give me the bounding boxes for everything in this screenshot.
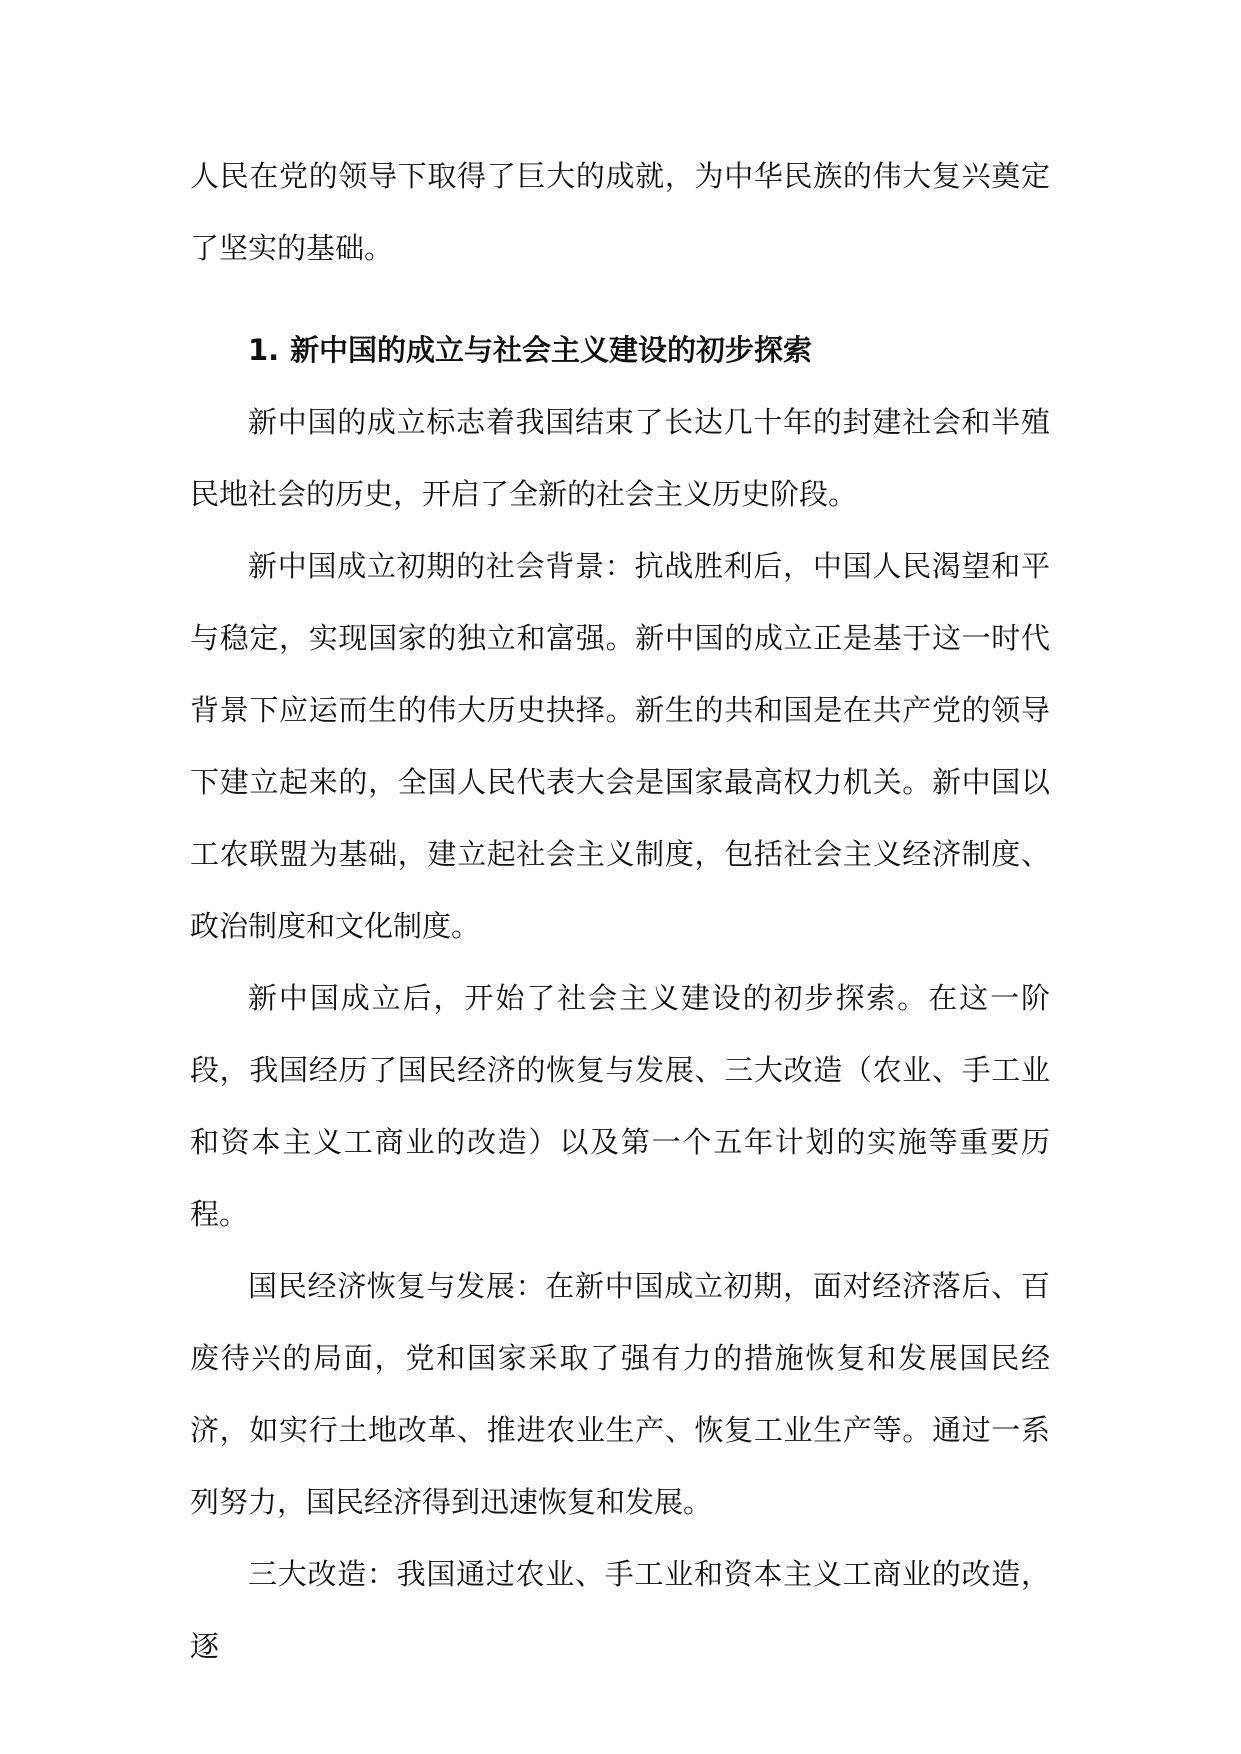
section-title: 新中国的成立与社会主义建设的初步探索 [290, 333, 813, 367]
document-body [190, 140, 1050, 1682]
paragraph-three-transformations: 三大改造：我国通过农业、手工业和资本主义工商业的改造，逐 [190, 1557, 1050, 1663]
paragraph-economic-recovery: 国民经济恢复与发展：在新中国成立初期，面对经济落后、百废待兴的局面，党和国家采取了强有力的措施恢复和发展国民经济，如实行土地改革、推进农业生产、恢复工业生产等。通过一系列努力，国民经济得到迅速恢复和发展。 [190, 1269, 1050, 1519]
section-heading [190, 314, 1050, 386]
paragraph-social-background: 新中国成立初期的社会背景：抗战胜利后，中国人民渴望和平与稳定，实现国家的独立和富强。新中国的成立正是基于这一时代背景下应运而生的伟大历史抉择。新生的共和国是在共产党的领导下建立起来的，全国人民代表大会是国家最高权力机关。新中国以工农联盟为基础，建立起社会主义制度，包括社会主义经济制度、政治制度和文化制度。 [190, 549, 1050, 943]
paragraph-initial-exploration: 新中国成立后，开始了社会主义建设的初步探索。在这一阶段，我国经历了国民经济的恢复与发展、三大改造（农业、手工业和资本主义工商业的改造）以及第一个五年计划的实施等重要历程。 [190, 981, 1050, 1231]
paragraph-founding: 新中国的成立标志着我国结束了长达几十年的封建社会和半殖民地社会的历史，开启了全新的社会主义历史阶段。 [190, 405, 1050, 511]
continuation-paragraph: 人民在党的领导下取得了巨大的成就，为中华民族的伟大复兴奠定了坚实的基础。 [190, 159, 1050, 265]
section-number: 1. [248, 333, 280, 367]
